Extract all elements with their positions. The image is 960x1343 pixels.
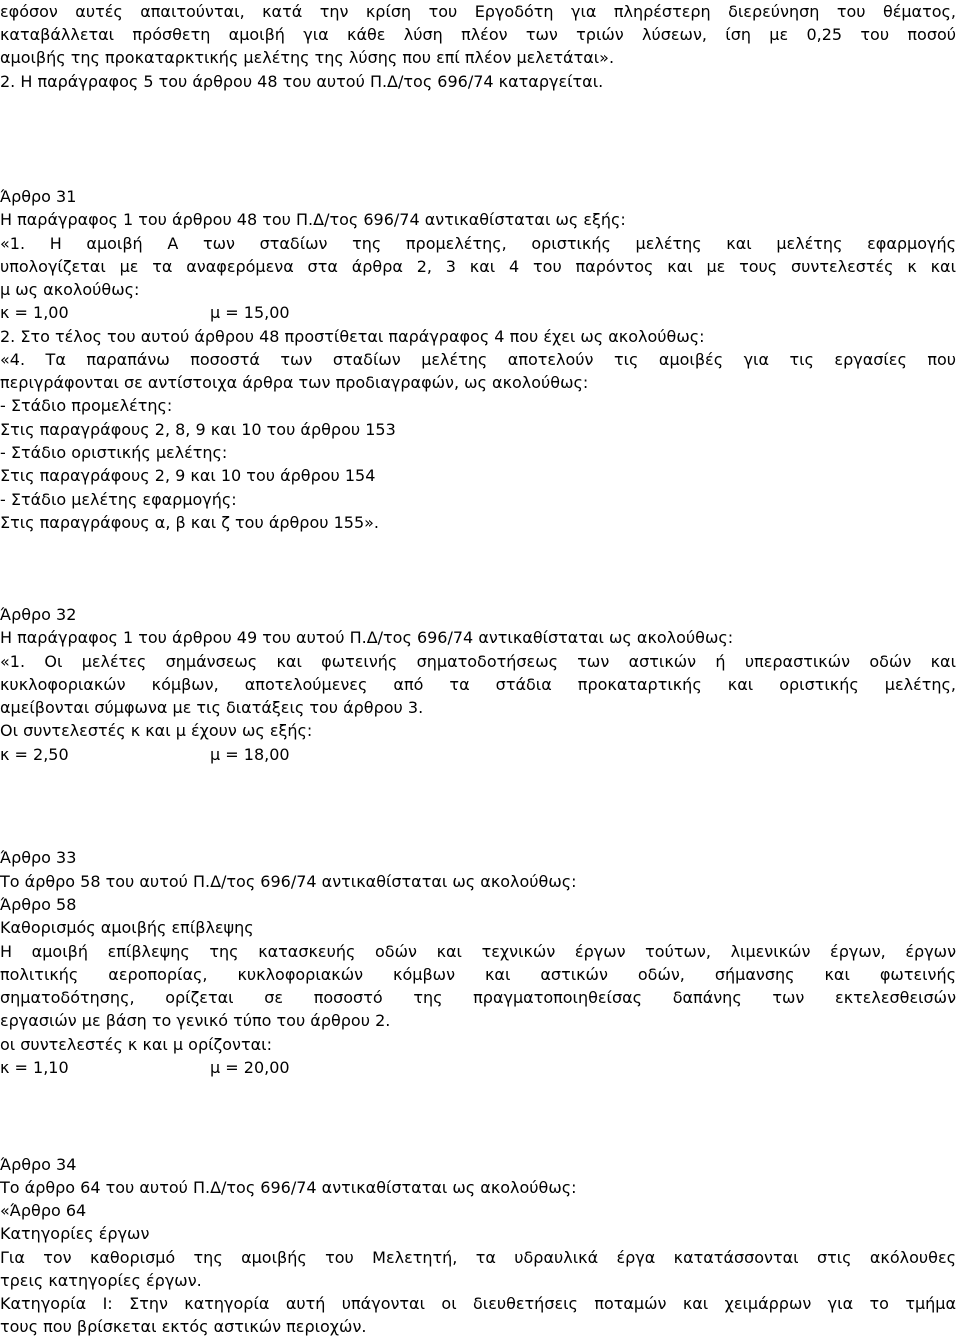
paragraph-line: 2. Η παράγραφος 5 του άρθρου 48 του αυτού Π.Δ/τος 696/74 καταργείται. bbox=[0, 72, 604, 91]
paragraph-line: κυκλοφοριακών κόμβων, αποτελούμενες από τα στάδια προκαταρτικής και οριστικής μελέτης, bbox=[0, 675, 956, 694]
stage-text: Στις παραγράφους α, β και ζ του άρθρου 155». bbox=[0, 513, 380, 532]
stage-label: - Στάδιο προμελέτης: bbox=[0, 396, 173, 415]
paragraph-line: «1. Η αμοιβή Α των σταδίων της προμελέτης, οριστικής μελέτης και μελέτης εφαρμογής bbox=[0, 234, 956, 253]
article-heading: Άρθρο 31 bbox=[0, 187, 77, 206]
coefficient-k: κ = 1,00 bbox=[0, 303, 69, 322]
paragraph-line: τους που βρίσκεται εκτός αστικών περιοχών. bbox=[0, 1317, 367, 1336]
stage-text: Στις παραγράφους 2, 8, 9 και 10 του άρθρου 153 bbox=[0, 420, 396, 439]
paragraph-line: Η αμοιβή επίβλεψης της κατασκευής οδών και τεχνικών έργων τούτων, λιμενικών έργων, έργων bbox=[0, 942, 956, 961]
article-intro: Η παράγραφος 1 του άρθρου 48 του Π.Δ/τος 696/74 αντικαθίσταται ως εξής: bbox=[0, 210, 626, 229]
article-heading: Άρθρο 33 bbox=[0, 848, 77, 867]
paragraph-line: «4. Τα παραπάνω ποσοστά των σταδίων μελέτης αποτελούν τις αμοιβές για τις εργασίες που bbox=[0, 350, 956, 369]
paragraph-line: μ ως ακολούθως: bbox=[0, 280, 140, 299]
stage-text: Στις παραγράφους 2, 9 και 10 του άρθρου 154 bbox=[0, 466, 376, 485]
coefficients-intro: Οι συντελεστές κ και μ έχουν ως εξής: bbox=[0, 721, 313, 740]
article-intro: Το άρθρο 64 του αυτού Π.Δ/τος 696/74 αντικαθίσταται ως ακολούθως: bbox=[0, 1178, 577, 1197]
paragraph-line: εφόσον αυτές απαιτούνται, κατά την κρίση του Εργοδότη για πληρέστερη διερεύνηση του θέματος, bbox=[0, 2, 956, 21]
coefficient-m: μ = 18,00 bbox=[210, 745, 290, 764]
stage-label: - Στάδιο μελέτης εφαρμογής: bbox=[0, 490, 237, 509]
article-intro: Η παράγραφος 1 του άρθρου 49 του αυτού Π.Δ/τος 696/74 αντικαθίσταται ως ακολούθως: bbox=[0, 628, 734, 647]
coefficient-k: κ = 1,10 bbox=[0, 1058, 69, 1077]
article-heading: Άρθρο 34 bbox=[0, 1155, 77, 1174]
article-heading: Άρθρο 32 bbox=[0, 605, 77, 624]
coefficient-m: μ = 15,00 bbox=[210, 303, 290, 322]
paragraph-line: αμείβονται σύμφωνα με τις διατάξεις του άρθρου 3. bbox=[0, 698, 424, 717]
coefficient-m: μ = 20,00 bbox=[210, 1058, 290, 1077]
stage-label: - Στάδιο οριστικής μελέτης: bbox=[0, 443, 228, 462]
paragraph-line: περιγράφονται σε αντίστοιχα άρθρα των προδιαγραφών, ως ακολούθως: bbox=[0, 373, 589, 392]
paragraph-line: υπολογίζεται με τα αναφερόμενα στα άρθρα 2, 3 και 4 του παρόντος και με τους συντελεστές κ και bbox=[0, 257, 956, 276]
paragraph-line: Για τον καθορισμό της αμοιβής του Μελετητή, τα υδραυλικά έργα κατατάσσονται στις ακόλουθες bbox=[0, 1248, 956, 1267]
paragraph-line: πολιτικής αεροπορίας, κυκλοφοριακών κόμβων και αστικών οδών, σήμανσης και φωτεινής bbox=[0, 965, 956, 984]
paragraph-line: 2. Στο τέλος του αυτού άρθρου 48 προστίθεται παράγραφος 4 που έχει ως ακολούθως: bbox=[0, 327, 705, 346]
sub-article-heading: Άρθρο 58 bbox=[0, 895, 77, 914]
paragraph-line: εργασιών με βάση το γενικό τύπο του άρθρου 2. bbox=[0, 1011, 391, 1030]
article-intro: Το άρθρο 58 του αυτού Π.Δ/τος 696/74 αντικαθίσταται ως ακολούθως: bbox=[0, 872, 577, 891]
paragraph-line: Κατηγορία Ι: Στην κατηγορία αυτή υπάγονται οι διευθετήσεις ποταμών και χειμάρρων για το τμήμα bbox=[0, 1294, 956, 1313]
paragraph-line: «1. Οι μελέτες σημάνσεως και φωτεινής σηματοδοτήσεως των αστικών ή υπεραστικών οδών και bbox=[0, 652, 956, 671]
sub-article-title: Κατηγορίες έργων bbox=[0, 1224, 150, 1243]
paragraph-line: καταβάλλεται πρόσθετη αμοιβή για κάθε λύση πλέον των τριών λύσεων, ίση με 0,25 του ποσού bbox=[0, 25, 956, 44]
coefficients-intro: οι συντελεστές κ και μ ορίζονται: bbox=[0, 1035, 272, 1054]
coefficient-k: κ = 2,50 bbox=[0, 745, 69, 764]
sub-article-title: Καθορισμός αμοιβής επίβλεψης bbox=[0, 918, 254, 937]
sub-article-heading: «Άρθρο 64 bbox=[0, 1201, 87, 1220]
paragraph-line: τρεις κατηγορίες έργων. bbox=[0, 1271, 202, 1290]
paragraph-line: σηματοδότησης, ορίζεται σε ποσοστό της πραγματοποιηθείσας δαπάνης των εκτελεσθεισών bbox=[0, 988, 956, 1007]
paragraph-line: αμοιβής της προκαταρκτικής μελέτης της λύσης που επί πλέον μελετάται». bbox=[0, 48, 615, 67]
